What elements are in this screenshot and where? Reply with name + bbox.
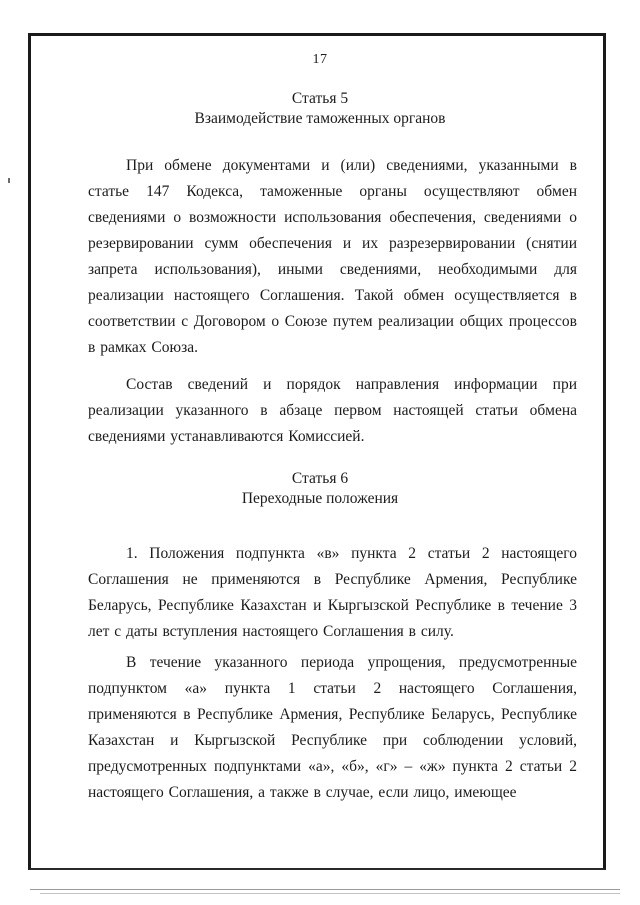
scan-line-bottom-faint <box>40 893 620 894</box>
article-5-title: Статья 5 <box>291 90 349 107</box>
page-number: 17 <box>312 52 328 67</box>
article-6-paragraph-1: 1. Положения подпункта «в» пункта 2 статьи 2 настоящего Соглашения не применяются в Республике Армения, Республике Беларусь, Республике Казахстан и Кыргызской Республике в течение 3 лет с даты вступления настоящего Соглашения в силу. <box>88 545 577 640</box>
article-6-paragraph-2: В течение указанного периода упрощения, предусмотренные подпунктом «а» пункта 1 статьи 2 настоящего Соглашения, применяются в Республике Армения, Республике Беларусь, Республике Казахстан и Кыргызской Республике при соблюдении условий, предусмотренных подпунктами «а», «б», «г» – «ж» пункта 2 статьи 2 настоящего Соглашения, а также в случае, если лицо, имеющее <box>88 654 577 801</box>
article-5-subtitle: Взаимодействие таможенных органов <box>194 110 446 127</box>
article-6-subtitle: Переходные положения <box>241 490 399 507</box>
scan-dot-left <box>8 178 10 183</box>
article-6-heading <box>60 469 580 509</box>
article-6-title: Статья 6 <box>291 470 349 487</box>
article-5-paragraph-1: При обмене документами и (или) сведениями, указанными в статье 147 Кодекса, таможенные органы осуществляют обмен сведениями о возможности использования обеспечения, сведениями о резервировании сумм обеспечения и их разрезервировании (снятии запрета использования), иными сведениями, необходимыми для реализации настоящего Соглашения. Такой обмен осуществляется в соответствии с Договором о Союзе путем реализации общих процессов в рамках Союза. <box>88 157 577 356</box>
article-5-heading <box>60 89 580 129</box>
scan-line-bottom <box>30 889 620 890</box>
article-5-paragraph-2: Состав сведений и порядок направления информации при реализации указанного в абзаце первом настоящей статьи обмена сведениями устанавливаются Комиссией. <box>88 376 577 445</box>
